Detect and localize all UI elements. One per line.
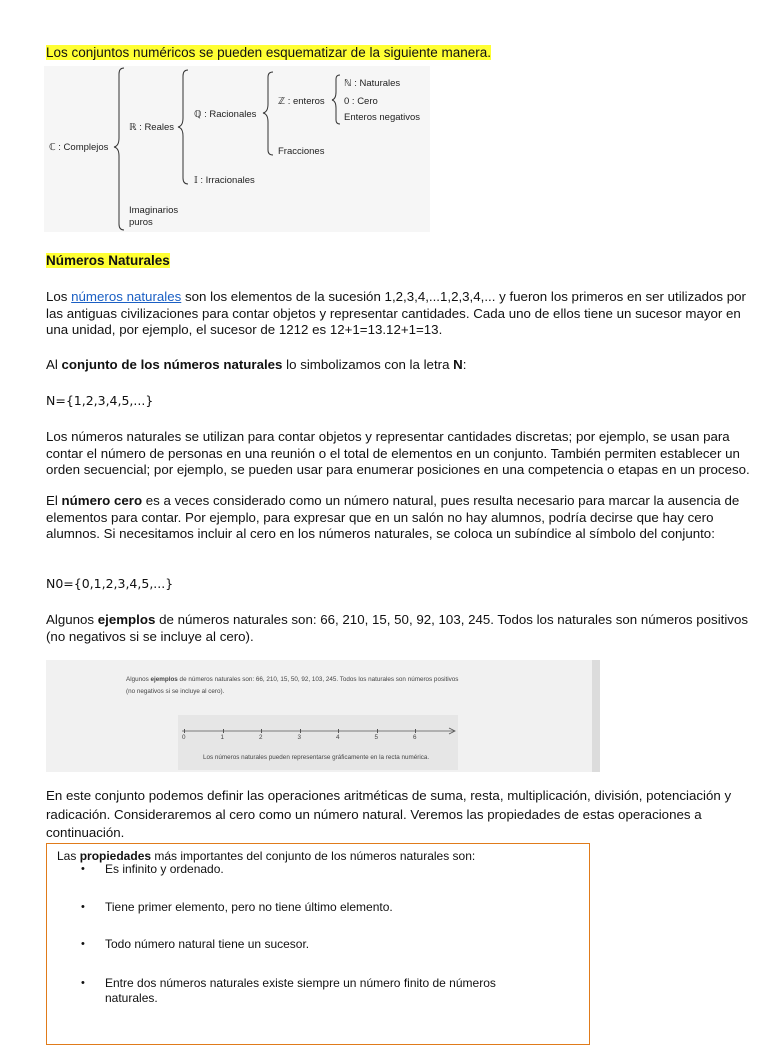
number-line-tick xyxy=(184,729,185,733)
number-line-figure xyxy=(46,660,600,772)
number-line-tick-label: 1 xyxy=(220,734,225,741)
number-line-tick-label: 2 xyxy=(259,734,263,741)
number-line-tick-label: 4 xyxy=(336,734,340,741)
label-naturales: ℕ : Naturales xyxy=(344,78,401,89)
number-line-tick xyxy=(415,729,416,733)
number-line-tick-label: 5 xyxy=(374,734,379,741)
paragraph-zero: El número cero es a veces considerado como un número natural, pues resulta necesario para marcar la ausencia de elementos para contar. Por ejemplo, para expresar que en un salón no hay alumnos, podría decirse que hay cero alumnos. Si necesitamos incluir al cero en los números naturales, se coloca un subíndice al símbolo del conjunto: xyxy=(46,493,740,541)
number-line-tick-label: 6 xyxy=(413,734,417,741)
section-heading: Números Naturales xyxy=(46,253,170,268)
bullet-icon: • xyxy=(81,863,85,875)
list-item: • Todo número natural tiene un sucesor. xyxy=(81,937,310,951)
label-imaginarios: Imaginarios xyxy=(129,205,179,216)
figure-caption: Los números naturales pueden representarse gráficamente en la recta numérica. xyxy=(203,754,430,761)
label-puros: puros xyxy=(129,217,153,228)
list-item: • Tiene primer elemento, pero no tiene último elemento. xyxy=(81,900,393,914)
intro-text: Los conjuntos numéricos se pueden esquematizar de la siguiente manera. xyxy=(46,45,492,60)
number-line-tick xyxy=(223,729,224,733)
number-line-panel xyxy=(178,715,458,770)
label-fracciones: Fracciones xyxy=(278,146,325,157)
figure-edge xyxy=(592,660,600,772)
list-item: • Es infinito y ordenado. xyxy=(81,862,224,876)
label-cero: 0 : Cero xyxy=(344,96,378,107)
number-line-tick xyxy=(300,729,301,733)
paragraph-definition: Los números naturales son los elementos de la sucesión 1,2,3,4,...1,2,3,4,... y fueron los primeros en ser utilizados por las antiguas civilizaciones para contar objetos y representar cantidades. Cada uno de ellos tiene un sucesor mayor en una unidad, por ejemplo, el sucesor de 1212 es 12+1=13.12+1=13. xyxy=(46,289,746,337)
number-line-tick-label: 0 xyxy=(182,734,186,741)
figure-text-line2: (no negativos si se incluye al cero). xyxy=(126,688,225,695)
bullet-icon: • xyxy=(81,938,85,950)
numeros-naturales-link[interactable]: números naturales xyxy=(71,289,182,304)
label-racionales: ℚ : Racionales xyxy=(194,109,257,120)
properties-title: Las propiedades más importantes del conjunto de los números naturales son: xyxy=(57,849,476,863)
properties-box xyxy=(46,843,590,1045)
label-reales: ℝ : Reales xyxy=(129,122,175,133)
label-irracionales: 𝕀 : Irracionales xyxy=(194,175,255,186)
bullet-icon: • xyxy=(81,901,85,913)
set-n0-formula: N0={0,1,2,3,4,5,...} xyxy=(46,576,174,591)
number-line-tick xyxy=(338,729,339,733)
number-line-tick xyxy=(261,729,262,733)
paragraph-symbol: Al conjunto de los números naturales lo simbolizamos con la letra N: xyxy=(46,357,467,372)
label-enteros: ℤ : enteros xyxy=(278,96,325,107)
list-item: • Entre dos números naturales existe siempre un número finito de números naturales. xyxy=(81,976,496,1005)
paragraph-operations: En este conjunto podemos definir las operaciones aritméticas de suma, resta, multiplicación, división, potenciación y radicación. Consideraremos al cero como un número natural. Veremos las propiedades de estas operaciones a continuación. xyxy=(46,788,732,840)
label-enteros-negativos: Enteros negativos xyxy=(344,112,421,123)
label-complejos: ℂ : Complejos xyxy=(49,142,109,153)
number-line-tick-label: 3 xyxy=(297,734,302,741)
paragraph-uses: Los números naturales se utilizan para contar objetos y representar cantidades discretas; por ejemplo, se usan para contar el número de personas en una reunión o el total de elementos en un conjunto. También permiten establecer un orden secuencial; por ejemplo, se pueden usar para enumerar posiciones en una competencia o etapas en un proceso. xyxy=(46,429,750,477)
bullet-icon: • xyxy=(81,977,85,989)
number-sets-diagram xyxy=(44,66,430,232)
figure-text-line1: Algunos ejemplos de números naturales son: 66, 210, 15, 50, 92, 103, 245. Todos los naturales son números positivos xyxy=(126,676,459,683)
paragraph-examples: Algunos ejemplos de números naturales son: 66, 210, 15, 50, 92, 103, 245. Todos los naturales son números positivos (no negativos si se incluye al cero). xyxy=(46,612,748,644)
set-n-formula: N={1,2,3,4,5,...} xyxy=(46,393,154,408)
number-line-tick xyxy=(377,729,378,733)
